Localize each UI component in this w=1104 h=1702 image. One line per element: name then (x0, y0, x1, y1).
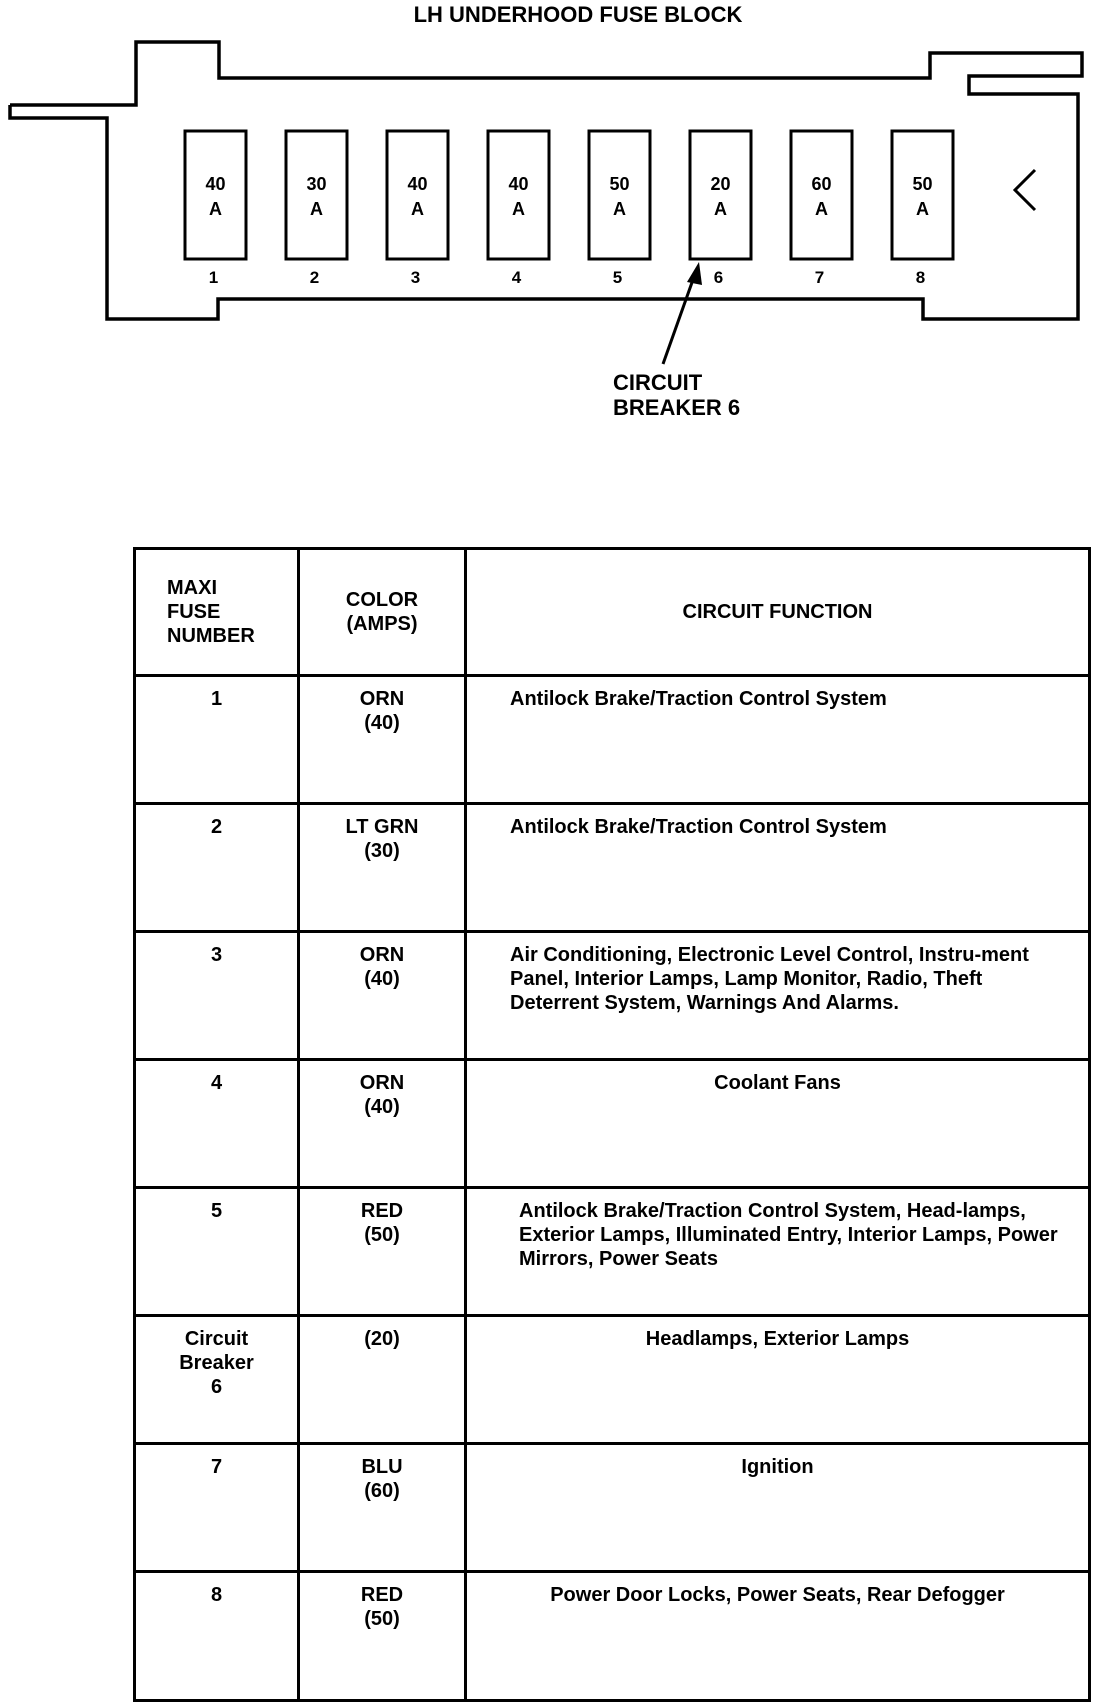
fuse-7 (791, 131, 852, 259)
fuse-position-number: 6 (713, 268, 724, 287)
fuse-8 (892, 131, 953, 259)
fuse-5 (589, 131, 650, 259)
table-row (135, 1188, 1090, 1316)
fuse-color-cell: (20) (299, 1316, 466, 1444)
fuse-unit-label: A (310, 199, 323, 219)
fuse-unit-label: A (714, 199, 727, 219)
fuse-position-number: 1 (208, 268, 219, 287)
diagram-title: LH UNDERHOOD FUSE BLOCK (413, 2, 743, 27)
fuse-amps-label: 50 (912, 174, 933, 194)
fuse-amps-label: 20 (710, 174, 731, 194)
fuse-6 (690, 131, 751, 259)
fuse-number-cell: 2 (135, 804, 299, 932)
fuse-amps-label: 60 (811, 174, 832, 194)
fuse-number-cell: Circuit Breaker 6 (135, 1316, 299, 1444)
fuse-function-cell: Headlamps, Exterior Lamps (466, 1316, 1090, 1444)
fuse-color-cell: RED (50) (299, 1572, 466, 1701)
fuse-block-diagram (0, 0, 1104, 440)
fuse-position-number: 3 (410, 268, 421, 287)
header-circuit-function: CIRCUIT FUNCTION (466, 549, 1090, 676)
callout-label-line2: BREAKER 6 (613, 395, 741, 420)
fuse-position-number: 8 (915, 268, 926, 287)
table-row (135, 1060, 1090, 1188)
fuse-function-cell: Coolant Fans (466, 1060, 1090, 1188)
fuse-position-number: 2 (309, 268, 320, 287)
fuse-unit-label: A (411, 199, 424, 219)
callout-arrowhead (687, 262, 702, 285)
fuse-color-cell: ORN (40) (299, 932, 466, 1060)
fuse-function-cell: Antilock Brake/Traction Control System, Head-lamps, Exterior Lamps, Illuminated Entry, Interior Lamps, Power Mirrors, Power Seats (466, 1188, 1090, 1316)
callout-arrow-line (663, 274, 695, 364)
fuse-amps-label: 30 (306, 174, 327, 194)
housing-break-mark (1015, 170, 1035, 210)
fuse-amps-label: 40 (407, 174, 428, 194)
table-row (135, 804, 1090, 932)
fuse-number-cell: 8 (135, 1572, 299, 1701)
fuse-unit-label: A (815, 199, 828, 219)
fuse-3 (387, 131, 448, 259)
fuse-unit-label: A (512, 199, 525, 219)
table-row (135, 676, 1090, 804)
fuse-amps-label: 40 (508, 174, 529, 194)
fuse-amps-label: 40 (205, 174, 226, 194)
fuse-1 (185, 131, 246, 259)
fuse-number-cell: 3 (135, 932, 299, 1060)
fuse-number-cell: 7 (135, 1444, 299, 1572)
fuse-color-cell: ORN (40) (299, 676, 466, 804)
table-row (135, 932, 1090, 1060)
fuse-number-cell: 4 (135, 1060, 299, 1188)
callout-label-line1: CIRCUIT (613, 370, 703, 395)
fuse-table (133, 547, 1091, 1702)
fuse-group (185, 131, 953, 287)
fuse-number-cell: 5 (135, 1188, 299, 1316)
fuse-2 (286, 131, 347, 259)
table-row (135, 1444, 1090, 1572)
fuse-function-cell: Antilock Brake/Traction Control System (466, 676, 1090, 804)
fuse-function-cell: Ignition (466, 1444, 1090, 1572)
fuse-color-cell: LT GRN (30) (299, 804, 466, 932)
fuse-unit-label: A (916, 199, 929, 219)
fuse-unit-label: A (209, 199, 222, 219)
fuse-color-cell: BLU (60) (299, 1444, 466, 1572)
fuse-function-cell: Air Conditioning, Electronic Level Control, Instru-ment Panel, Interior Lamps, Lamp Monitor, Radio, Theft Deterrent System, Warnings And Alarms. (466, 932, 1090, 1060)
fuse-color-cell: RED (50) (299, 1188, 466, 1316)
fuse-number-cell: 1 (135, 676, 299, 804)
fuse-position-number: 7 (814, 268, 825, 287)
fuse-function-cell: Power Door Locks, Power Seats, Rear Defogger (466, 1572, 1090, 1701)
fuse-amps-label: 50 (609, 174, 630, 194)
header-fuse-number: MAXI FUSE NUMBER (135, 549, 299, 676)
fuse-position-number: 4 (511, 268, 522, 287)
table-row (135, 1572, 1090, 1701)
fuse-unit-label: A (613, 199, 626, 219)
fuse-4 (488, 131, 549, 259)
table-row (135, 1316, 1090, 1444)
fuse-function-cell: Antilock Brake/Traction Control System (466, 804, 1090, 932)
fuse-position-number: 5 (612, 268, 623, 287)
fuse-color-cell: ORN (40) (299, 1060, 466, 1188)
header-color-amps: COLOR (AMPS) (299, 549, 466, 676)
